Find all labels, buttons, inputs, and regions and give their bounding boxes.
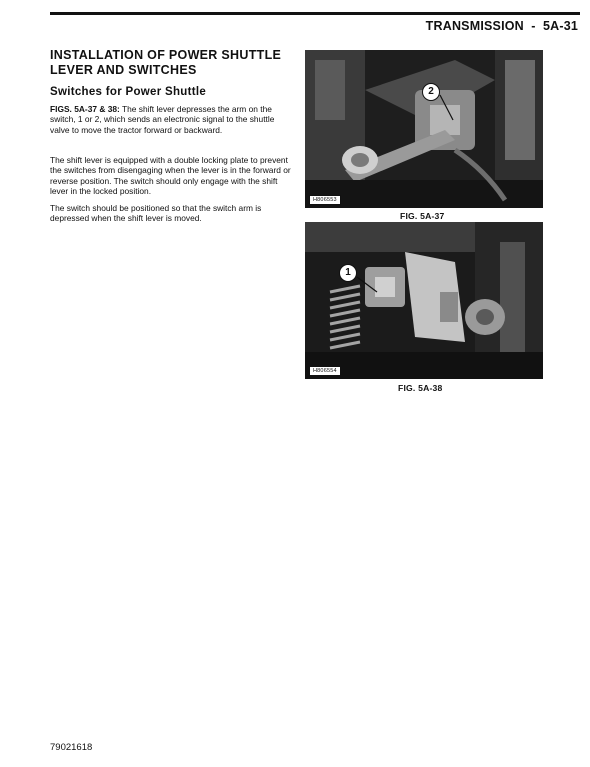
- paragraph-switch-position: The switch should be positioned so that the switch arm is depressed when the shift lever is moved.: [50, 203, 262, 224]
- figure-caption: FIG. 5A-38: [398, 383, 443, 393]
- header-rule: [50, 12, 580, 15]
- figure-5a-38-photo: [305, 222, 543, 379]
- photo-id-label: H806554: [309, 366, 341, 376]
- paragraph-lead: FIGS. 5A-37 & 38:: [50, 104, 120, 114]
- paragraph-figs-reference: [50, 104, 292, 135]
- section-title: INSTALLATION OF POWER SHUTTLE LEVER AND SWITCHES: [50, 48, 282, 77]
- figure-caption: FIG. 5A-37: [400, 211, 445, 221]
- page-header-title: TRANSMISSION - 5A-31: [425, 19, 578, 33]
- callout-number: 1: [339, 264, 357, 282]
- paragraph-locking-plate: The shift lever is equipped with a double locking plate to prevent the switches from disengaging when the lever is in the forward or reverse position. The switch should only engage with the shift lever in the locked position.: [50, 155, 291, 197]
- paragraph-text: The shift lever depresses the arm on the switch, 1 or 2, which sends an electronic signal to the shuttle valve to move the tractor forward or backward.: [50, 104, 275, 135]
- callout-number: 2: [422, 83, 440, 101]
- subsection-title: Switches for Power Shuttle: [50, 86, 207, 98]
- figure-5a-38-image: [305, 222, 543, 379]
- document-number: 79021618: [50, 742, 93, 753]
- photo-id-label: H806553: [309, 195, 341, 205]
- figure-5a-37-image: [305, 50, 543, 208]
- figure-5a-37-photo: [305, 50, 543, 208]
